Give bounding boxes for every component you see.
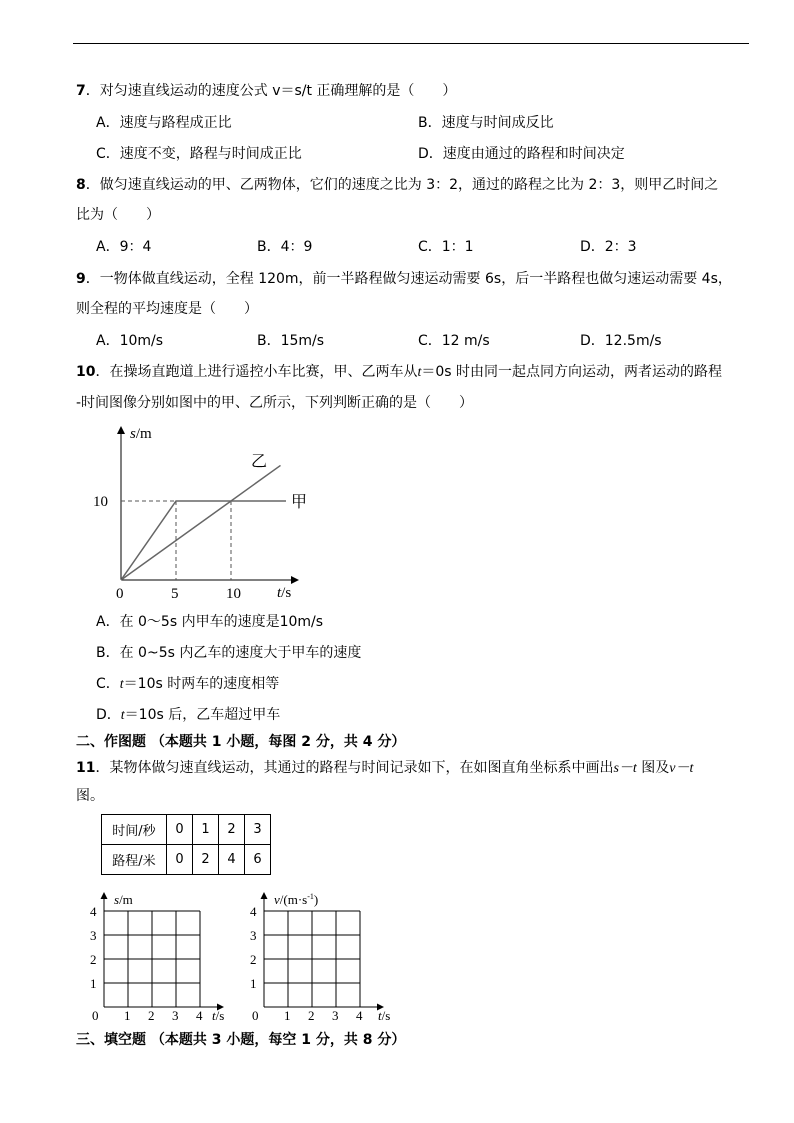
question-stem: ．在操场直跑道上进行遥控小车比赛，甲、乙两车从 bbox=[95, 364, 418, 380]
t-symbol: t bbox=[119, 677, 124, 692]
q8-option-a: A．9：4 bbox=[96, 239, 152, 255]
x-axis-label bbox=[378, 1008, 390, 1023]
question-7 bbox=[76, 82, 456, 100]
option-text: ＝10s 后，乙车超过甲车 bbox=[124, 707, 281, 723]
y-axis-unit: /m bbox=[119, 892, 133, 907]
st-graph-q10 bbox=[85, 420, 325, 610]
section-note: （本题共 3 小题，每空 1 分，共 8 分） bbox=[150, 1032, 406, 1048]
table-cell: 0 bbox=[167, 815, 193, 845]
question-11 bbox=[76, 759, 693, 778]
y-tick-label: 4 bbox=[90, 904, 97, 919]
table-cell: 3 bbox=[245, 815, 271, 845]
y-tick-label: 3 bbox=[250, 928, 257, 943]
t-symbol: t bbox=[120, 708, 125, 723]
question-9 bbox=[76, 270, 732, 288]
x-tick-label: 0 bbox=[92, 1008, 99, 1023]
question-10-cont: -时间图像分别如图中的甲、乙所示，下列判断正确的是（ ） bbox=[76, 395, 474, 411]
question-number: 11 bbox=[76, 760, 96, 776]
x-axis-var: t bbox=[277, 585, 282, 601]
y-tick-label: 2 bbox=[90, 952, 97, 967]
question-9-cont: 则全程的平均速度是（ ） bbox=[76, 301, 258, 317]
row-label: 时间/秒 bbox=[102, 815, 167, 845]
x-axis-unit: /s bbox=[381, 1008, 391, 1023]
option-prefix: D． bbox=[96, 707, 121, 723]
vt-grid bbox=[248, 888, 408, 1028]
section-note: （本题共 1 小题，每图 2 分，共 4 分） bbox=[150, 734, 406, 750]
option-prefix: C． bbox=[96, 676, 120, 692]
table-cell: 6 bbox=[245, 845, 271, 875]
x-tick-label: 2 bbox=[308, 1008, 315, 1023]
x-axis-var: t bbox=[378, 1008, 382, 1023]
q9-option-d: D．12.5m/s bbox=[580, 333, 662, 349]
y-axis-unit: /(m·s bbox=[279, 892, 308, 907]
record-table bbox=[101, 814, 271, 875]
x-tick-label: 3 bbox=[172, 1008, 179, 1023]
q7-option-d: D．速度由通过的路程和时间决定 bbox=[418, 146, 625, 162]
st-grid bbox=[88, 888, 238, 1028]
x-tick-label: 5 bbox=[171, 586, 179, 602]
x-axis-label bbox=[212, 1008, 224, 1023]
table-cell: 1 bbox=[193, 815, 219, 845]
t-symbol: t bbox=[417, 365, 422, 380]
vt-grid-marks bbox=[250, 894, 382, 1023]
q10-option-c bbox=[96, 675, 279, 694]
question-number: 10 bbox=[76, 364, 96, 380]
q8-option-c: C．1：1 bbox=[418, 239, 474, 255]
y-axis-var: v bbox=[274, 892, 280, 907]
table-row bbox=[102, 815, 271, 845]
st-grid-marks bbox=[90, 894, 222, 1023]
question-10 bbox=[76, 363, 722, 382]
section-2-heading bbox=[76, 733, 405, 751]
vt-symbol: v－t bbox=[669, 761, 694, 776]
x-axis-var: t bbox=[212, 1008, 216, 1023]
x-tick-label: 0 bbox=[252, 1008, 259, 1023]
y-tick-label: 3 bbox=[90, 928, 97, 943]
x-tick-label: 10 bbox=[226, 586, 241, 602]
question-11-cont: 图。 bbox=[76, 788, 104, 804]
section-3-heading bbox=[76, 1031, 405, 1049]
q10-option-d bbox=[96, 706, 280, 725]
x-axis-label bbox=[277, 585, 291, 601]
series-line-yi bbox=[121, 465, 281, 580]
x-tick-label: 1 bbox=[284, 1008, 291, 1023]
y-axis-var: s bbox=[114, 892, 120, 907]
question-stem: ．一物体做直线运动，全程 120m，前一半路程做匀速运动需要 6s，后一半路程也做匀速运动需要 4s， bbox=[85, 271, 732, 287]
y-tick-label: 4 bbox=[250, 904, 257, 919]
y-axis-close: ) bbox=[313, 892, 319, 907]
series-label-jia: 甲 bbox=[291, 494, 308, 511]
option-text: ＝10s 时两车的速度相等 bbox=[123, 676, 280, 692]
y-tick-label: 2 bbox=[250, 952, 257, 967]
x-axis-unit: /s bbox=[215, 1008, 225, 1023]
question-number: 9 bbox=[76, 271, 86, 287]
q9-option-b: B．15m/s bbox=[257, 333, 325, 349]
q9-option-c: C．12 m/s bbox=[418, 333, 490, 349]
x-tick-label: 4 bbox=[356, 1008, 363, 1023]
series-line-jia bbox=[121, 501, 286, 580]
section-title: 三、填空题 bbox=[76, 1032, 146, 1048]
x-tick-label: 1 bbox=[124, 1008, 131, 1023]
x-axis-unit: /s bbox=[281, 585, 292, 601]
y-axis-unit: /m bbox=[135, 426, 152, 442]
section-title: 二、作图题 bbox=[76, 734, 146, 750]
question-stem-mid: 图及 bbox=[636, 760, 670, 776]
y-tick-label: 1 bbox=[90, 976, 97, 991]
y-tick-label: 10 bbox=[93, 494, 108, 510]
q7-option-a: A．速度与路程成正比 bbox=[96, 115, 232, 131]
table-row bbox=[102, 845, 271, 875]
x-tick-label: 4 bbox=[196, 1008, 203, 1023]
question-number: 8 bbox=[76, 177, 86, 193]
x-tick-label: 2 bbox=[148, 1008, 155, 1023]
y-axis-var: s bbox=[130, 426, 136, 442]
table-cell: 0 bbox=[167, 845, 193, 875]
row-label: 路程/米 bbox=[102, 845, 167, 875]
question-8-cont: 比为（ ） bbox=[76, 207, 160, 223]
series-label-yi: 乙 bbox=[251, 453, 268, 471]
table-cell: 4 bbox=[219, 845, 245, 875]
x-tick-label: 0 bbox=[116, 586, 124, 602]
question-stem: ．对匀速直线运动的速度公式 v＝s/t 正确理解的是（ ） bbox=[85, 83, 457, 99]
y-axis-exp: -1 bbox=[307, 892, 314, 901]
header-rule bbox=[73, 43, 749, 44]
y-axis-label bbox=[114, 892, 133, 907]
question-stem: ．某物体做匀速直线运动，其通过的路程与时间记录如下，在如图直角坐标系中画出 bbox=[95, 760, 614, 776]
question-8 bbox=[76, 176, 718, 194]
table-cell: 2 bbox=[219, 815, 245, 845]
x-tick-label: 3 bbox=[332, 1008, 339, 1023]
q7-option-b: B．速度与时间成反比 bbox=[418, 115, 554, 131]
table-cell: 2 bbox=[193, 845, 219, 875]
y-tick-label: 1 bbox=[250, 976, 257, 991]
q8-option-d: D．2：3 bbox=[580, 239, 637, 255]
q10-option-a: A．在 0～5s 内甲车的速度是10m/s bbox=[96, 614, 324, 630]
q10-option-b: B．在 0~5s 内乙车的速度大于甲车的速度 bbox=[96, 645, 362, 661]
q7-option-c: C．速度不变，路程与时间成正比 bbox=[96, 146, 302, 162]
st-symbol: s－t bbox=[613, 761, 637, 776]
question-number: 7 bbox=[76, 83, 86, 99]
question-stem: ．做匀速直线运动的甲、乙两物体，它们的速度之比为 3：2，通过的路程之比为 2：3，则甲乙时间之 bbox=[85, 177, 719, 193]
q9-option-a: A．10m/s bbox=[96, 333, 164, 349]
y-axis-label bbox=[274, 892, 318, 907]
question-stem-tail: ＝0s 时由同一起点同方向运动，两者运动的路程 bbox=[421, 364, 723, 380]
y-axis-label bbox=[130, 426, 152, 442]
q8-option-b: B．4：9 bbox=[257, 239, 313, 255]
